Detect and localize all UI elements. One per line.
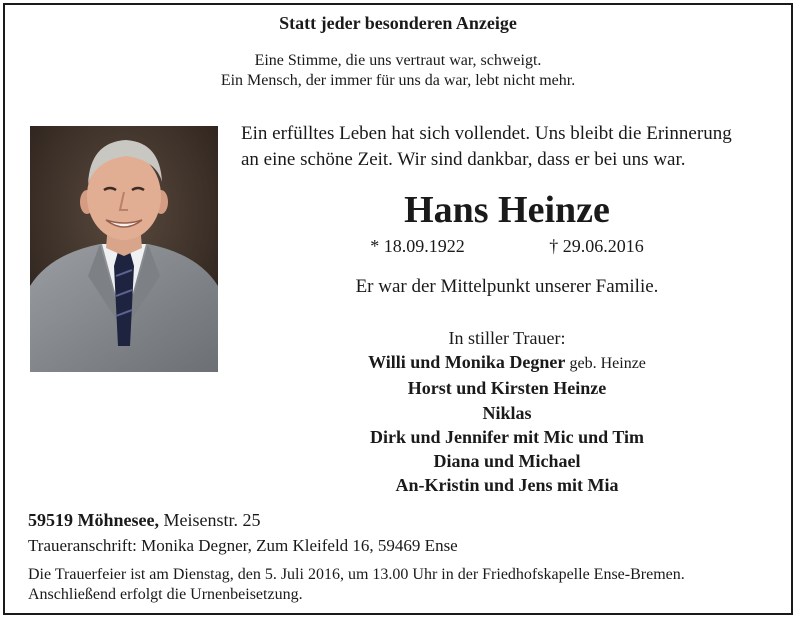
address-city: 59519 Möhnesee, xyxy=(28,510,159,530)
intro-line: an eine schöne Zeit. Wir sind dankbar, dass er bei uns war. xyxy=(241,149,686,170)
obituary-notice xyxy=(3,3,793,615)
mourner-line xyxy=(215,350,799,376)
mourner-line: Dirk und Jennifer mit Mic und Tim xyxy=(369,426,645,447)
mourner-line: Diana und Michael xyxy=(433,451,581,472)
mourning-address: Traueranschrift: Monika Degner, Zum Kleifeld 16, 59469 Ense xyxy=(28,536,458,555)
funeral-line: Anschließend erfolgt die Urnenbeisetzung. xyxy=(28,586,303,603)
portrait-illustration xyxy=(30,126,218,372)
mourner-line: Horst und Kirsten Heinze xyxy=(407,378,607,399)
poem-line: Eine Stimme, die uns vertraut war, schweigt. xyxy=(254,52,542,69)
intro-line: Ein erfülltes Leben hat sich vollendet. Uns bleibt die Erinnerung xyxy=(241,123,732,144)
maiden-name: geb. Heinze xyxy=(569,355,646,373)
birth-date: * 18.09.1922 xyxy=(370,236,465,256)
poem xyxy=(5,51,791,91)
life-dates xyxy=(215,236,799,257)
address-street: Meisenstr. 25 xyxy=(163,510,261,530)
intro-text xyxy=(241,121,732,173)
home-address xyxy=(28,510,260,531)
death-date: † 29.06.2016 xyxy=(549,236,644,256)
mourner-name: Willi und Monika Degner xyxy=(368,352,565,373)
deceased-name: Hans Heinze xyxy=(404,189,610,231)
mourners-list xyxy=(215,326,799,497)
mourner-line: Niklas xyxy=(482,402,532,423)
funeral-line: Die Trauerfeier ist am Dienstag, den 5. Juli 2016, um 13.00 Uhr in der Friedhofskapelle Ense-Bremen. xyxy=(28,566,685,583)
mourning-intro: In stiller Trauer: xyxy=(448,328,566,348)
funeral-info xyxy=(28,565,685,605)
poem-line: Ein Mensch, der immer für uns da war, lebt nicht mehr. xyxy=(220,72,576,89)
family-statement: Er war der Mittelpunkt unserer Familie. xyxy=(355,276,659,297)
notice-heading: Statt jeder besonderen Anzeige xyxy=(279,13,517,33)
mourner-line: An-Kristin und Jens mit Mia xyxy=(395,475,619,496)
portrait-photo xyxy=(30,126,218,372)
